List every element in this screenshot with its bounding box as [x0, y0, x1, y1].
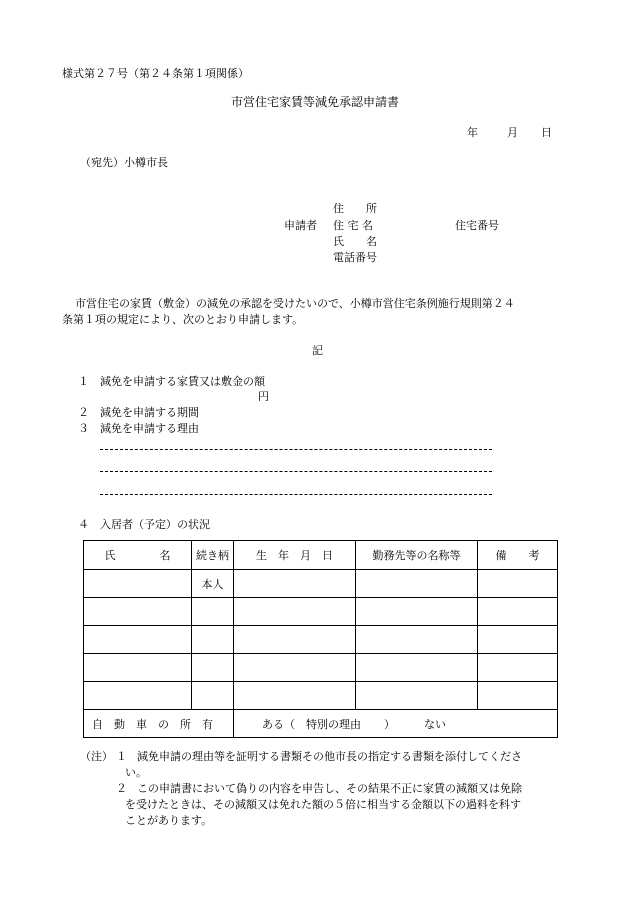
car-ownership-options — [234, 710, 558, 738]
item-1-number: １ — [78, 375, 89, 388]
table-row — [84, 598, 558, 626]
intro-line-1: 市営住宅の家賃（敷金）の減免の承認を受けたいので、小樽市営住宅条例施行規則第２４ — [75, 297, 515, 310]
name-cell[interactable] — [84, 570, 192, 598]
item-2-text: 減免を申請する期間 — [100, 406, 199, 419]
car-no-option[interactable]: ない — [424, 718, 446, 731]
relation-cell[interactable] — [192, 598, 234, 626]
workplace-cell[interactable] — [356, 570, 478, 598]
reason-line-3[interactable] — [100, 494, 492, 495]
addressee: （宛先）小樽市長 — [80, 156, 168, 169]
header-name: 氏 名 — [84, 541, 192, 570]
name-cell[interactable] — [84, 654, 192, 682]
reason-line-2[interactable] — [100, 471, 492, 472]
relation-cell[interactable] — [192, 626, 234, 654]
birthdate-cell[interactable] — [234, 598, 356, 626]
reason-line-1[interactable] — [100, 449, 492, 450]
item-3-number: ３ — [78, 422, 89, 435]
note-2-number: ２ — [116, 782, 127, 795]
birthdate-cell[interactable] — [234, 682, 356, 710]
intro-line-2: 条第１項の規定により、次のとおり申請します。 — [62, 313, 304, 326]
item-3-text: 減免を申請する理由 — [100, 422, 199, 435]
header-workplace: 勤務先等の名称等 — [356, 541, 478, 570]
name-cell[interactable] — [84, 626, 192, 654]
relation-cell[interactable] — [192, 654, 234, 682]
item-4-text: 入居者（予定）の状況 — [100, 518, 210, 531]
car-yes-option[interactable]: ある（ 特別の理由 — [262, 718, 361, 731]
workplace-cell[interactable] — [356, 626, 478, 654]
phone-label: 電話番号 — [333, 251, 377, 264]
item-2-number: ２ — [78, 406, 89, 419]
applicant-label: 申請者 — [284, 219, 317, 232]
yen-label: 円 — [258, 390, 269, 403]
car-yes-close: ） — [384, 718, 395, 731]
birthdate-cell[interactable] — [234, 570, 356, 598]
name-cell[interactable] — [84, 598, 192, 626]
notes-label: （注） — [80, 750, 113, 763]
header-relation: 続き柄 — [192, 541, 234, 570]
address-label: 住 所 — [333, 202, 377, 215]
header-birthdate: 生 年 月 日 — [234, 541, 356, 570]
note-1-number: １ — [116, 750, 127, 763]
note-2-line-3: ことがあります。 — [125, 814, 213, 827]
note-2-line-1: この申請書において偽りの内容を申告し、その結果不正に家賃の減額又は免除 — [137, 782, 522, 795]
relation-cell: 本人 — [192, 570, 234, 598]
date-month: 月 — [507, 126, 518, 139]
note-2-line-2: を受けたときは、その減額又は免れた額の５倍に相当する金額以下の過料を科す — [125, 798, 521, 811]
birthdate-cell[interactable] — [234, 626, 356, 654]
workplace-cell[interactable] — [356, 598, 478, 626]
birthdate-cell[interactable] — [234, 654, 356, 682]
remarks-cell[interactable] — [478, 682, 558, 710]
car-ownership-row — [84, 710, 558, 738]
table-row — [84, 654, 558, 682]
housing-name-label: 住 宅 名 — [333, 219, 373, 232]
date-year: 年 — [467, 126, 478, 139]
form-title: 市営住宅家賃等減免承認申請書 — [230, 95, 399, 109]
remarks-cell[interactable] — [478, 570, 558, 598]
car-ownership-label: 自 動 車 の 所 有 — [84, 710, 234, 738]
housing-number-label: 住宅番号 — [455, 219, 499, 232]
item-4-number: ４ — [78, 518, 89, 531]
table-row — [84, 682, 558, 710]
ki-heading: 記 — [312, 344, 323, 357]
form-number: 様式第２７号（第２４条第１項関係） — [62, 67, 249, 80]
remarks-cell[interactable] — [478, 654, 558, 682]
header-remarks: 備 考 — [478, 541, 558, 570]
remarks-cell[interactable] — [478, 598, 558, 626]
name-label: 氏 名 — [333, 235, 377, 248]
note-1-line-1: 減免申請の理由等を証明する書類その他市長の指定する書類を添付してくださ — [137, 750, 522, 763]
table-header-row — [84, 541, 558, 570]
remarks-cell[interactable] — [478, 626, 558, 654]
relation-cell[interactable] — [192, 682, 234, 710]
residents-table — [83, 540, 558, 738]
note-1-line-2: い。 — [125, 766, 147, 779]
table-row — [84, 626, 558, 654]
name-cell[interactable] — [84, 682, 192, 710]
item-1-text: 減免を申請する家賃又は敷金の額 — [100, 375, 265, 388]
workplace-cell[interactable] — [356, 682, 478, 710]
workplace-cell[interactable] — [356, 654, 478, 682]
table-row — [84, 570, 558, 598]
date-day: 日 — [541, 126, 552, 139]
